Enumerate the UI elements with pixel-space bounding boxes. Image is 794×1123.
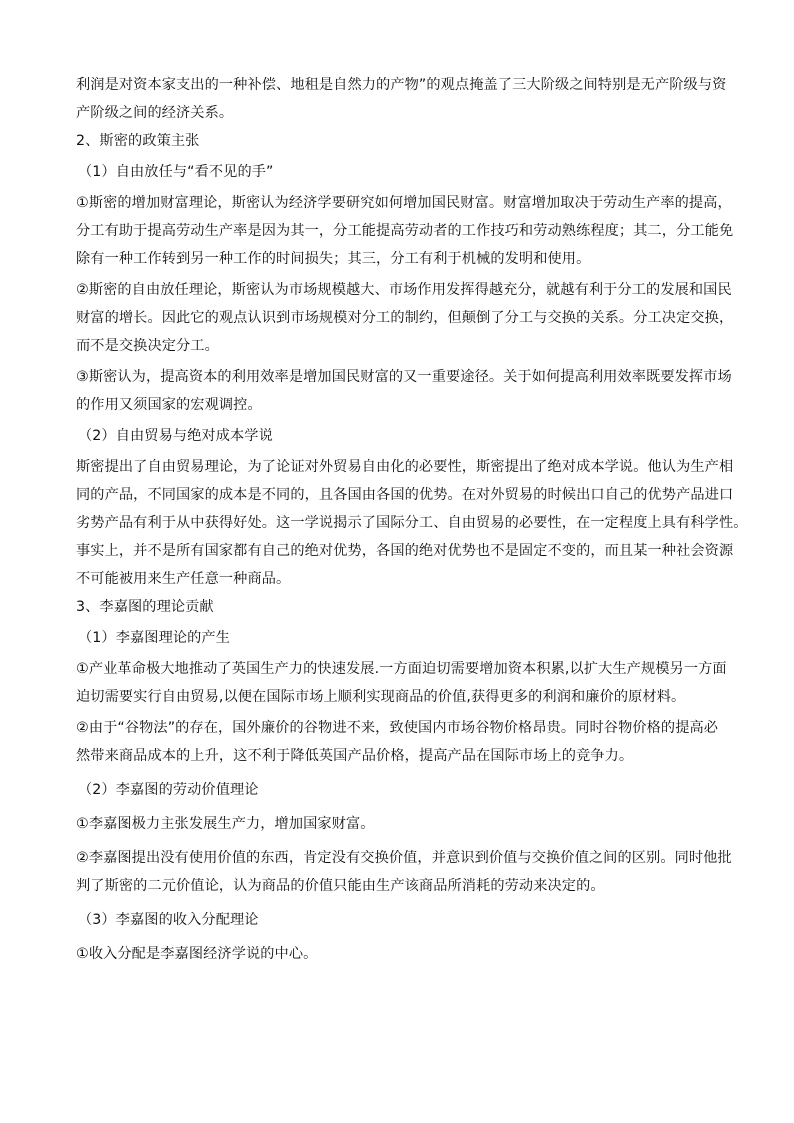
paragraph-line: 而不是交换决定分工。 <box>76 338 219 354</box>
paragraph-line: 除有一种工作转到另一种工作的时间损失；其三，分工有利于机械的发明和使用。 <box>76 251 591 267</box>
subsection-heading: （1）李嘉图理论的产生 <box>78 630 231 646</box>
paragraph-line: 然带来商品成本的上升，这不利于降低英国产品价格，提高产品在国际市场上的竞争力。 <box>76 748 634 764</box>
paragraph-line: 同的产品，不同国家的成本是不同的，且各国由各国的优势。在对外贸易的时候出口自己的优势产品进口 <box>76 487 734 503</box>
paragraph-line: ①产业革命极大地推动了英国生产力的快速发展.一方面迫切需要增加资本积累,以扩大生产规模另一方面 <box>76 661 727 677</box>
paragraph-line: 财富的增长。因此它的观点认识到市场规模对分工的制约，但颠倒了分工与交换的关系。分工决定交换， <box>76 310 734 326</box>
paragraph-line: 产阶级之间的经济关系。 <box>76 105 234 121</box>
paragraph-line: ②由于“谷物法”的存在，国外廉价的谷物进不来，致使国内市场谷物价格昂贵。同时谷物价格的提高必 <box>76 720 719 736</box>
paragraph-line: ①斯密的增加财富理论，斯密认为经济学要研究如何增加国民财富。财富增加取决于劳动生产率的提高， <box>76 195 732 211</box>
paragraph-line: 斯密提出了自由贸易理论，为了论证对外贸易自由化的必要性，斯密提出了绝对成本学说。他认为生产相 <box>76 459 734 475</box>
subsection-heading: （3）李嘉图的收入分配理论 <box>78 912 259 928</box>
paragraph-line: ③斯密认为，提高资本的利用效率是增加国民财富的又一重要途径。关于如何提高利用效率既要发挥市场 <box>76 369 732 385</box>
paragraph-line: 不可能被用来生产任意一种商品。 <box>76 571 291 587</box>
paragraph-line: 迫切需要实行自由贸易,以便在国际市场上顺利实现商品的价值,获得更多的利润和廉价的原材料。 <box>76 689 686 705</box>
paragraph-line: ②斯密的自由放任理论，斯密认为市场规模越大、市场作用发挥得越充分，就越有利于分工的发展和国民 <box>76 282 732 298</box>
paragraph-line: 事实上，并不是所有国家都有自己的绝对优势，各国的绝对优势也不是固定不变的，而且某一种社会资源 <box>76 543 734 559</box>
paragraph-line: ②李嘉图提出没有使用价值的东西，肯定没有交换价值，并意识到价值与交换价值之间的区别。同时他批 <box>76 850 732 866</box>
paragraph-line: ①李嘉图极力主张发展生产力，增加国家财富。 <box>76 816 375 832</box>
paragraph-line: ①收入分配是李嘉图经济学说的中心。 <box>76 946 318 962</box>
paragraph-line: 判了斯密的二元价值论，认为商品的价值只能由生产该商品所消耗的劳动来决定的。 <box>76 878 605 894</box>
subsection-heading: （1）自由放任与“看不见的手” <box>78 164 274 180</box>
paragraph-line: 的作用又须国家的宏观调控。 <box>76 397 262 413</box>
section-heading: 2、斯密的政策主张 <box>76 133 200 149</box>
section-heading: 3、李嘉图的理论贡献 <box>76 599 214 615</box>
subsection-heading: （2）李嘉图的劳动价值理论 <box>78 782 259 798</box>
paragraph-line: 分工有助于提高劳动生产率是因为其一，分工能提高劳动者的工作技巧和劳动熟练程度；其二，分工能免 <box>76 223 734 239</box>
paragraph-line: 劣势产品有利于从中获得好处。这一学说揭示了国际分工、自由贸易的必要性，在一定程度上具有科学性。 <box>76 515 748 531</box>
document-page <box>76 76 748 963</box>
paragraph-line: 利润是对资本家支出的一种补偿、地租是自然力的产物”的观点掩盖了三大阶级之间特别是无产阶级与资 <box>76 77 727 93</box>
subsection-heading: （2）自由贸易与绝对成本学说 <box>78 428 273 444</box>
